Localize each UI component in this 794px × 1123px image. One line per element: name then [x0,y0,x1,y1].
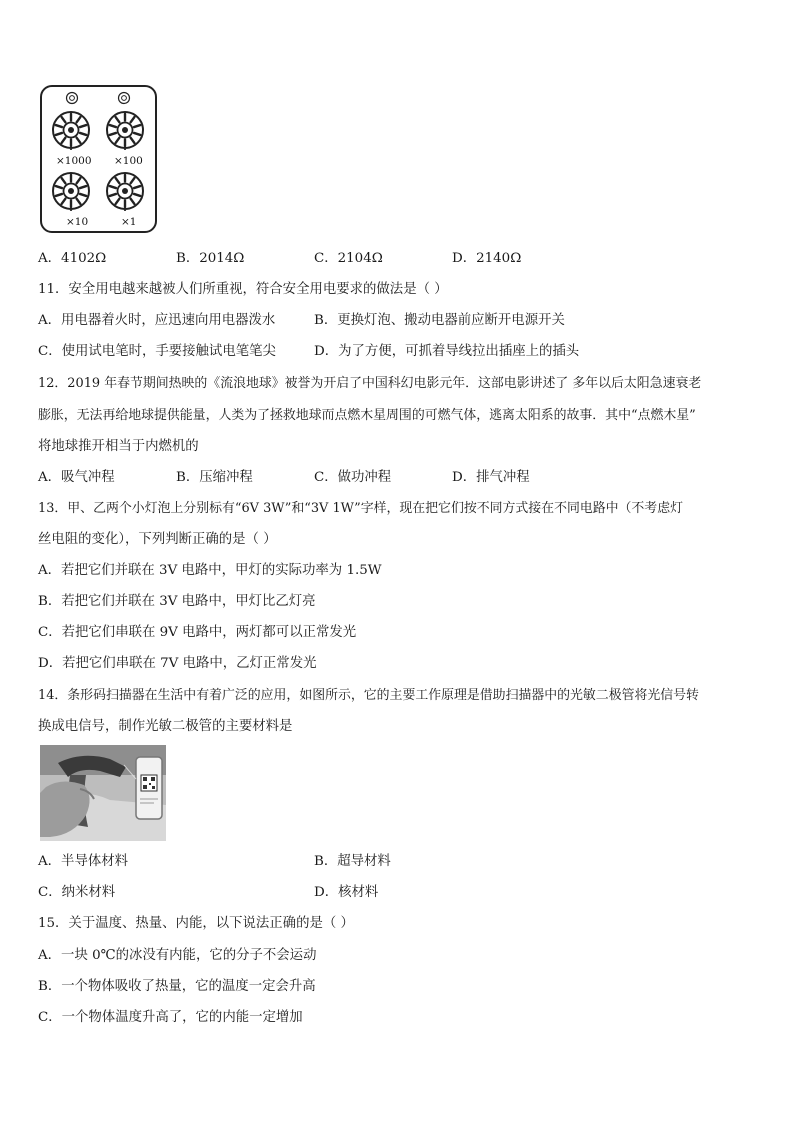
q12-option-d: D．排气冲程 [452,470,530,485]
q11-option-a: A．用电器着火时，应迅速向用电器泼水 [38,313,276,328]
q10-option-d: D．2140Ω [452,251,522,266]
q12-option-c: C．做功冲程 [314,470,392,485]
barcode-scanner-photo [40,745,166,841]
dial-label-x1000: ×1000 [56,155,92,167]
q13-stem-line2: 丝电阻的变化），下列判断正确的是（ ） [38,532,277,547]
q10-option-b: B．2014Ω [176,251,245,266]
dial-knob-icon [105,171,145,211]
q12-option-b: B．压缩冲程 [176,470,253,485]
q13-option-a: A．若把它们并联在 3V 电路中，甲灯的实际功率为 1.5W [38,563,382,578]
q12-option-a: A．吸气冲程 [38,470,115,485]
dial-label-x10: ×10 [66,216,89,228]
q15-option-c: C．一个物体温度升高了，它的内能一定增加 [38,1010,303,1025]
q15-option-b: B．一个物体吸收了热量，它的温度一定会升高 [38,979,316,994]
q14-option-a: A．半导体材料 [38,854,129,869]
q13-option-c: C．若把它们串联在 9V 电路中，两灯都可以正常发光 [38,625,357,640]
q13-option-d: D．若把它们串联在 7V 电路中，乙灯正常发光 [38,656,317,671]
dial-knob-icon [105,110,145,150]
q14-stem-line2: 换成电信号，制作光敏二极管的主要材料是 [38,719,293,734]
q14-option-b: B．超导材料 [314,854,391,869]
q14-option-d: D．核材料 [314,885,379,900]
dial-label-x100: ×100 [114,155,143,167]
q11-stem: 11．安全用电越来越被人们所重视，符合安全用电要求的做法是（ ） [38,282,448,297]
q13-option-b: B．若把它们并联在 3V 电路中，甲灯比乙灯亮 [38,594,316,609]
scanner-illustration [40,745,166,841]
q12-stem-line3: 将地球推开相当于内燃机的 [38,439,199,454]
q11-option-c: C．使用试电笔时，手要接触试电笔笔尖 [38,344,276,359]
q15-option-a: A．一块 0℃的冰没有内能，它的分子不会运动 [38,948,317,963]
q11-option-b: B．更换灯泡、搬动电器前应断开电源开关 [314,313,565,328]
dial-knob-icon [51,171,91,211]
dial-knob-icon [51,110,91,150]
q12-stem-line2: 膨胀，无法再给地球提供能量，人类为了拯救地球而点燃木星周围的可燃气体，逃离太阳系的故事．其中“点燃木星” [38,408,696,423]
q10-option-c: C．2104Ω [314,251,383,266]
q11-option-d: D．为了方便，可抓着导线拉出插座上的插头 [314,344,580,359]
q12-stem-line1: 12．2019 年春节期间热映的《流浪地球》被誉为开启了中国科幻电影元年．这部电影讲述了 多年以后太阳急速衰老 [38,376,702,391]
q10-option-a: A．4102Ω [38,251,107,266]
resistance-box-figure [40,85,157,233]
dial-label-x1: ×1 [121,216,137,228]
q13-stem-line1: 13．甲、乙两个小灯泡上分别标有“6V 3W”和“3V 1W”字样，现在把它们按不同方式接在不同电路中（不考虑灯 [38,501,683,516]
q14-stem-line1: 14．条形码扫描器在生活中有着广泛的应用，如图所示，它的主要工作原理是借助扫描器中的光敏二极管将光信号转 [38,688,699,703]
terminal-left-icon [65,91,79,105]
q15-stem: 15．关于温度、热量、内能，以下说法正确的是（ ） [38,916,354,931]
q14-option-c: C．纳米材料 [38,885,116,900]
terminal-right-icon [117,91,131,105]
